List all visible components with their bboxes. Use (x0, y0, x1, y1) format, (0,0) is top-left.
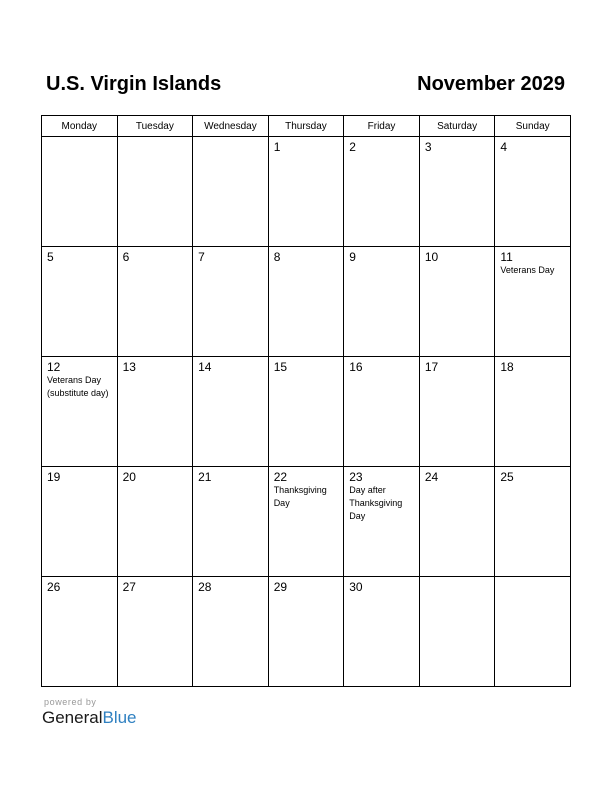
day-number: 27 (122, 580, 136, 594)
day-number: 4 (500, 140, 508, 154)
week-row-2 (42, 247, 571, 357)
day-cell (193, 467, 269, 577)
week-row-3 (42, 357, 571, 467)
day-number: 30 (349, 580, 363, 594)
holiday-label: Thanksgiving Day (273, 485, 327, 508)
day-number: 28 (198, 580, 212, 594)
day-cell (419, 137, 495, 247)
month-year-title: November 2029 (417, 73, 565, 95)
day-number: 19 (47, 470, 61, 484)
day-number: 14 (198, 360, 212, 374)
day-cell (495, 357, 571, 467)
day-cell (193, 137, 269, 247)
day-cell (419, 247, 495, 357)
weekday-header-friday: Friday (344, 116, 420, 137)
day-cell (495, 247, 571, 357)
day-cell (193, 357, 269, 467)
day-cell (344, 137, 420, 247)
day-cell (344, 357, 420, 467)
day-cell (117, 137, 193, 247)
weekday-header-tuesday: Tuesday (117, 116, 193, 137)
day-number: 1 (273, 140, 281, 154)
day-number: 25 (500, 470, 514, 484)
day-cell (344, 467, 420, 577)
weekday-header-sunday: Sunday (495, 116, 571, 137)
week-row-5 (42, 577, 571, 687)
day-number: 16 (349, 360, 363, 374)
day-number: 13 (122, 360, 136, 374)
day-number: 20 (122, 470, 136, 484)
day-cell (495, 467, 571, 577)
day-cell (268, 247, 344, 357)
day-number: 12 (47, 360, 61, 374)
day-number: 21 (198, 470, 212, 484)
day-cell (344, 247, 420, 357)
weekday-header-row (42, 116, 571, 137)
holiday-label: Veterans Day (500, 265, 555, 275)
day-number: 23 (349, 470, 363, 484)
day-number: 11 (500, 250, 513, 264)
weekday-header-wednesday: Wednesday (193, 116, 269, 137)
region-title: U.S. Virgin Islands (46, 73, 222, 95)
day-cell (495, 577, 571, 687)
day-cell (193, 247, 269, 357)
day-cell (268, 467, 344, 577)
day-cell (42, 577, 118, 687)
day-cell (344, 577, 420, 687)
day-cell (268, 577, 344, 687)
brand-general-text: General (42, 708, 103, 727)
day-number: 2 (349, 140, 356, 154)
day-cell (117, 357, 193, 467)
day-number: 17 (424, 360, 439, 374)
day-number: 10 (424, 250, 439, 264)
day-number: 3 (424, 140, 432, 154)
week-row-1 (42, 137, 571, 247)
weekday-header-monday: Monday (42, 116, 118, 137)
holiday-label: Day after Thanksgiving Day (349, 485, 403, 521)
day-cell (193, 577, 269, 687)
day-cell (419, 577, 495, 687)
day-number: 9 (349, 250, 356, 264)
powered-by-text: powered by (44, 697, 97, 707)
day-cell (42, 247, 118, 357)
day-cell (419, 357, 495, 467)
day-cell (42, 137, 118, 247)
weekday-header-saturday: Saturday (419, 116, 495, 137)
day-cell (419, 467, 495, 577)
week-row-4 (42, 467, 571, 577)
day-number: 8 (273, 250, 281, 264)
day-cell (495, 137, 571, 247)
day-number: 18 (500, 360, 514, 374)
day-cell (117, 467, 193, 577)
holiday-label: Veterans Day (substitute day) (47, 375, 109, 398)
day-cell (268, 357, 344, 467)
day-number: 6 (122, 250, 130, 264)
day-number: 5 (47, 250, 54, 264)
day-cell (42, 467, 118, 577)
weekday-header-thursday: Thursday (268, 116, 344, 137)
brand-blue-text: Blue (102, 708, 137, 727)
day-number: 7 (198, 250, 205, 264)
day-number: 26 (47, 580, 61, 594)
day-cell (268, 137, 344, 247)
day-number: 24 (424, 470, 439, 484)
day-number: 29 (273, 580, 288, 594)
day-number: 22 (273, 470, 288, 484)
calendar-grid (41, 115, 571, 687)
generalblue-logo[interactable] (42, 708, 137, 728)
day-cell (117, 247, 193, 357)
day-cell (117, 577, 193, 687)
day-number: 15 (273, 360, 288, 374)
day-cell (42, 357, 118, 467)
